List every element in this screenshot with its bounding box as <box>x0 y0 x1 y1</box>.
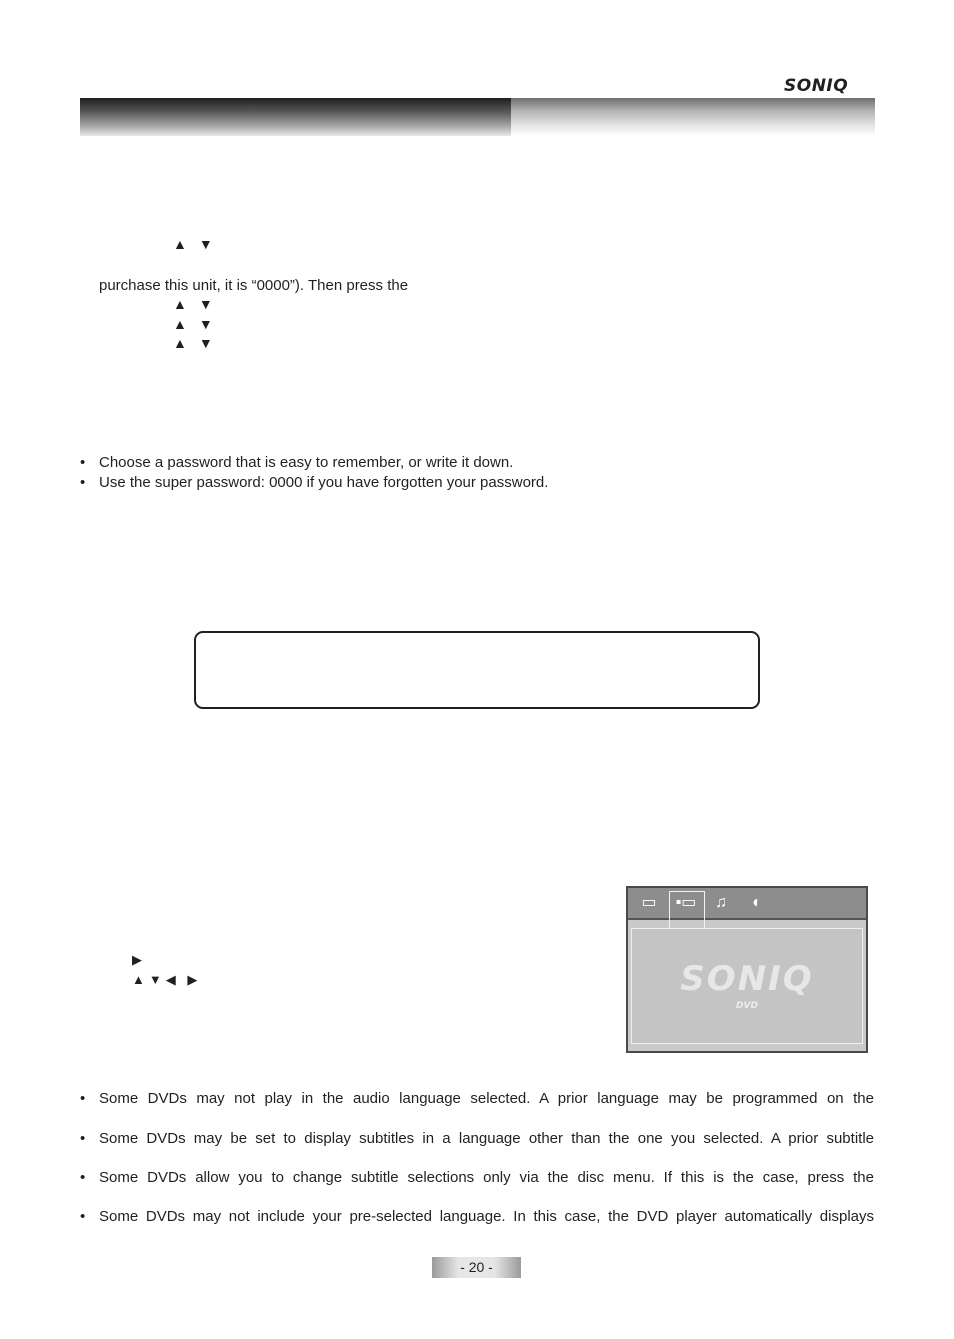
bullet-icon: • <box>80 1130 86 1147</box>
note-item: Some DVDs allow you to change subtitle selections only via the disc menu. If this is the case, press the <box>99 1169 874 1186</box>
note-item: Some DVDs may not include your pre-selected language. In this case, the DVD player automatically displays <box>99 1208 874 1225</box>
note-item: Some DVDs may be set to display subtitles in a language other than the one you selected. A prior subtitle <box>99 1130 874 1147</box>
note-box <box>194 631 760 709</box>
language-setup-icon: ▪▭ <box>675 894 697 911</box>
page-number: - 20 - <box>432 1257 521 1278</box>
brand-logo: SONIQ <box>784 76 849 96</box>
right-arrow-icon: ▶ <box>132 952 146 967</box>
up-down-arrows-icon: ▲▼ <box>173 236 225 252</box>
general-setup-icon: ▭ <box>641 894 657 911</box>
osd-tab-bar <box>628 888 866 920</box>
osd-logo: SONIQ <box>680 959 814 999</box>
up-down-arrows-icon: ▲▼ <box>173 316 225 332</box>
bullet-icon: • <box>80 454 86 471</box>
osd-panel <box>631 928 863 1044</box>
osd-dvd-mark: DVD <box>736 1001 758 1011</box>
note-item: Some DVDs may not play in the audio language selected. A prior language may be programmed on the <box>99 1090 874 1107</box>
tip-item: Choose a password that is easy to remember, or write it down. <box>99 454 514 471</box>
up-down-arrows-icon: ▲▼ <box>173 296 225 312</box>
bullet-icon: • <box>80 1090 86 1107</box>
navigation-arrows-icon: ▲▼◀ ▶ <box>132 972 202 987</box>
osd-selected-tab <box>669 891 705 929</box>
bullet-icon: • <box>80 474 86 491</box>
audio-setup-icon: ♫ <box>715 894 727 911</box>
bullet-icon: • <box>80 1169 86 1186</box>
up-down-arrows-icon: ▲▼ <box>173 335 225 351</box>
tip-item: Use the super password: 0000 if you have forgotten your password. <box>99 474 549 491</box>
bullet-icon: • <box>80 1208 86 1225</box>
password-instruction-line: purchase this unit, it is “0000”). Then press the <box>99 277 409 294</box>
header-dark-block <box>80 98 511 136</box>
header-light-block <box>511 98 875 136</box>
preference-setup-icon: ◐ <box>752 894 762 911</box>
osd-setup-screen <box>626 886 868 1053</box>
section-header-bar <box>80 98 875 136</box>
